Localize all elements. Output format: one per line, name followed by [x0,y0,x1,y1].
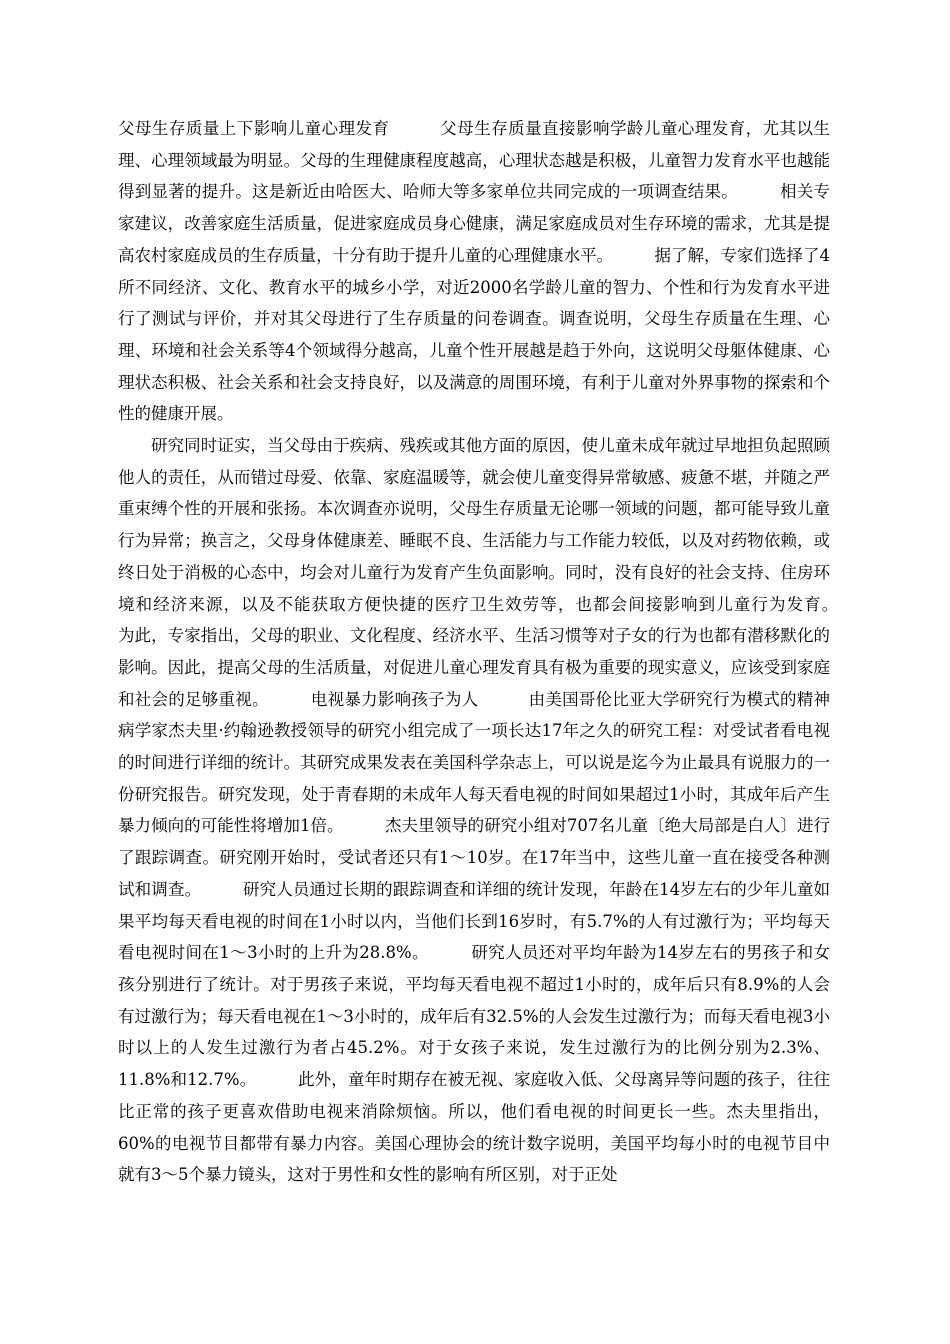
paragraph-2: 研究同时证实，当父母由于疾病、残疾或其他方面的原因，使儿童未成年就过早地担负起照顾他人的责任，从而错过母爱、依靠、家庭温暖等，就会使儿童变得异常敏感、疲惫不堪，并随之严重束缚个性的开展和张扬。本次调查亦说明，父母生存质量无论哪一领域的问题，都可能导致儿童行为异常；换言之，父母身体健康差、睡眠不良、生活能力与工作能力较低，以及对药物依赖，或终日处于消极的心态中，均会对儿童行为发育产生负面影响。同时，没有良好的社会支持、住房环境和经济来源，以及不能获取方便快捷的医疗卫生效劳等，也都会间接影响到儿童行为发育。 为此，专家指出，父母的职业、文化程度、经济水平、生活习惯等对子女的行为也都有潜移默化的影响。因此，提高父母的生活质量，对促进儿童心理发育具有极为重要的现实意义，应该受到家庭和社会的足够重视。 电视暴力影响孩子为人 由美国哥伦比亚大学研究行为模式的精神病学家杰夫里·约翰逊教授领导的研究小组完成了一项长达17年之久的研究工程：对受试者看电视的时间进行详细的统计。其研究成果发表在美国科学杂志上，可以说是迄今为止最具有说服力的一份研究报告。研究发现，处于青春期的未成年人每天看电视的时间如果超过1小时，其成年后产生暴力倾向的可能性将增加1倍。 杰夫里领导的研究小组对707名儿童〔绝大局部是白人〕进行了跟踪调查。研究刚开始时，受试者还只有1～10岁。在17年当中，这些儿童一直在接受各种测试和调查。 研究人员通过长期的跟踪调查和详细的统计发现，年龄在14岁左右的少年儿童如果平均每天看电视的时间在1小时以内，当他们长到16岁时，有5.7%的人有过激行为；平均每天看电视时间在1～3小时的上升为28.8%。 研究人员还对平均年龄为14岁左右的男孩子和女孩分别进行了统计。对于男孩子来说，平均每天看电视不超过1小时的，成年后只有8.9%的人会有过激行为；每天看电视在1～3小时的，成年后有32.5%的人会发生过激行为；而每天看电视3小时以上的人发生过激行为者占45.2%。对于女孩子来说，发生过激行为的比例分别为2.3%、11.8%和12.7%。 此外，童年时期存在被无视、家庭收入低、父母离异等问题的孩子，往往比正常的孩子更喜欢借助电视来消除烦恼。所以，他们看电视的时间更长一些。杰夫里指出，60%的电视节目都带有暴力内容。美国心理协会的统计数字说明，美国平均每小时的电视节目中就有3～5个暴力镜头，这对于男性和女性的影响有所区别，对于正处 [118,436,880,1185]
document-page [118,113,880,1191]
paragraph-1: 父母生存质量上下影响儿童心理发育 父母生存质量直接影响学龄儿童心理发育，尤其以生理、心理领域最为明显。父母的生理健康程度越高，心理状态越是积极，儿童智力发育水平也越能得到显著的提升。这是新近由哈医大、哈师大等多家单位共同完成的一项调查结果。 相关专家建议，改善家庭生活质量，促进家庭成员身心健康，满足家庭成员对生存环境的需求，尤其是提高农村家庭成员的生存质量，十分有助于提升儿童的心理健康水平。 据了解，专家们选择了4所不同经济、文化、教育水平的城乡小学，对近2000名学龄儿童的智力、个性和行为发育水平进行了测试与评价，并对其父母进行了生存质量的问卷调查。调查说明，父母生存质量在生理、心理、环境和社会关系等4个领域得分越高，儿童个性开展越是趋于外向，这说明父母躯体健康、心理状态积极、社会关系和社会支持良好，以及满意的周围环境，有利于儿童对外界事物的探索和个性的健康开展。 [118,119,830,424]
